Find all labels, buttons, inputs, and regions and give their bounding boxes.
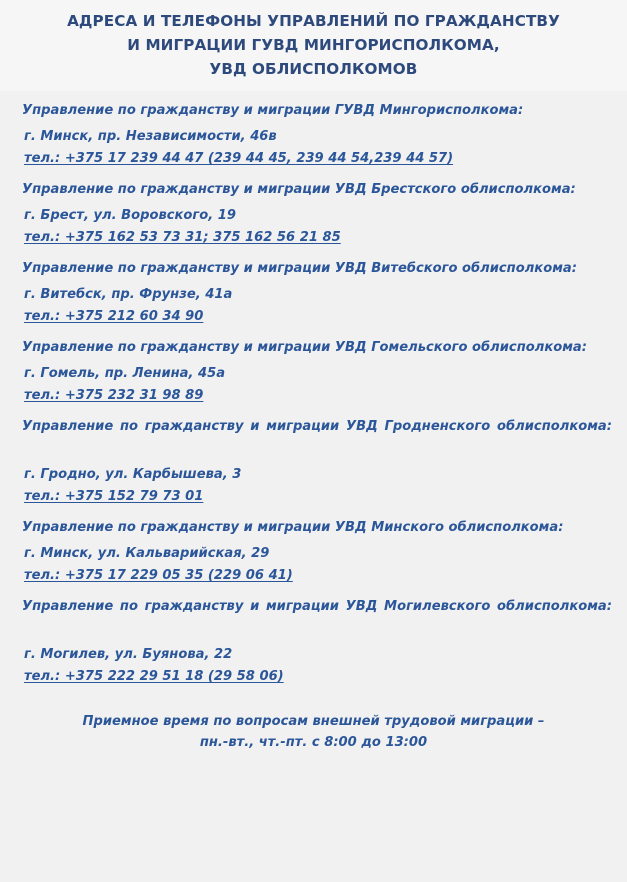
page-title-line-3: УВД ОБЛИСПОЛКОМОВ bbox=[209, 60, 418, 78]
phone-line bbox=[14, 665, 613, 687]
contact-entry bbox=[14, 596, 613, 687]
reception-hours-line-2: пн.-вт., чт.-пт. с 8:00 до 13:00 bbox=[199, 735, 428, 750]
contact-entry bbox=[14, 258, 613, 327]
contact-entry bbox=[14, 100, 613, 169]
organization-address: г. Минск, пр. Независимости, 46в bbox=[24, 129, 277, 144]
phone-number[interactable]: тел.: +375 222 29 51 18 (29 58 06) bbox=[24, 669, 284, 684]
phone-line bbox=[14, 384, 613, 406]
reception-hours-line-1: Приемное время по вопросам внешней трудовой миграции – bbox=[82, 714, 545, 729]
organization-address: г. Минск, ул. Кальварийская, 29 bbox=[24, 546, 270, 561]
organization-name: Управление по гражданству и миграции УВД Гомельского облисполкома: bbox=[22, 340, 587, 355]
phone-line bbox=[14, 147, 613, 169]
organization-address: г. Брест, ул. Воровского, 19 bbox=[24, 208, 237, 223]
phone-line bbox=[14, 564, 613, 586]
organization-name: Управление по гражданству и миграции УВД Минского облисполкома: bbox=[22, 520, 564, 535]
page-title bbox=[0, 9, 627, 81]
phone-number[interactable]: тел.: +375 17 239 44 47 (239 44 45, 239 44 54,239 44 57) bbox=[24, 151, 454, 166]
phone-line bbox=[14, 485, 613, 507]
organization-name: Управление по гражданству и миграции УВД Брестского облисполкома: bbox=[22, 182, 576, 197]
phone-number[interactable]: тел.: +375 152 79 73 01 bbox=[24, 489, 204, 504]
reception-hours-note bbox=[14, 711, 613, 753]
contact-entry bbox=[14, 517, 613, 586]
page-title-line-2: И МИГРАЦИИ ГУВД МИНГОРИСПОЛКОМА, bbox=[127, 36, 500, 54]
organization-name: Управление по гражданству и миграции УВД Витебского облисполкома: bbox=[22, 261, 577, 276]
organization-address: г. Гродно, ул. Карбышева, 3 bbox=[24, 467, 242, 482]
contact-entry bbox=[14, 337, 613, 406]
contact-entry bbox=[14, 179, 613, 248]
phone-number[interactable]: тел.: +375 232 31 98 89 bbox=[24, 388, 204, 403]
contacts-list bbox=[0, 91, 627, 753]
organization-address: г. Могилев, ул. Буянова, 22 bbox=[24, 647, 233, 662]
organization-name: Управление по гражданству и миграции УВД Гродненского облисполкома: bbox=[22, 419, 612, 434]
phone-number[interactable]: тел.: +375 212 60 34 90 bbox=[24, 309, 204, 324]
organization-address: г. Витебск, пр. Фрунзе, 41а bbox=[24, 287, 233, 302]
phone-number[interactable]: тел.: +375 162 53 73 31; 375 162 56 21 85 bbox=[24, 230, 341, 245]
organization-address: г. Гомель, пр. Ленина, 45а bbox=[24, 366, 226, 381]
phone-line bbox=[14, 305, 613, 327]
page-title-line-1: АДРЕСА И ТЕЛЕФОНЫ УПРАВЛЕНИЙ ПО ГРАЖДАНСТВУ bbox=[67, 12, 560, 30]
phone-line bbox=[14, 226, 613, 248]
organization-name: Управление по гражданству и миграции УВД Могилевского облисполкома: bbox=[22, 599, 612, 614]
contact-entry bbox=[14, 416, 613, 507]
phone-number[interactable]: тел.: +375 17 229 05 35 (229 06 41) bbox=[24, 568, 293, 583]
organization-name: Управление по гражданству и миграции ГУВД Мингорисполкома: bbox=[22, 103, 524, 118]
document-header bbox=[0, 0, 627, 91]
